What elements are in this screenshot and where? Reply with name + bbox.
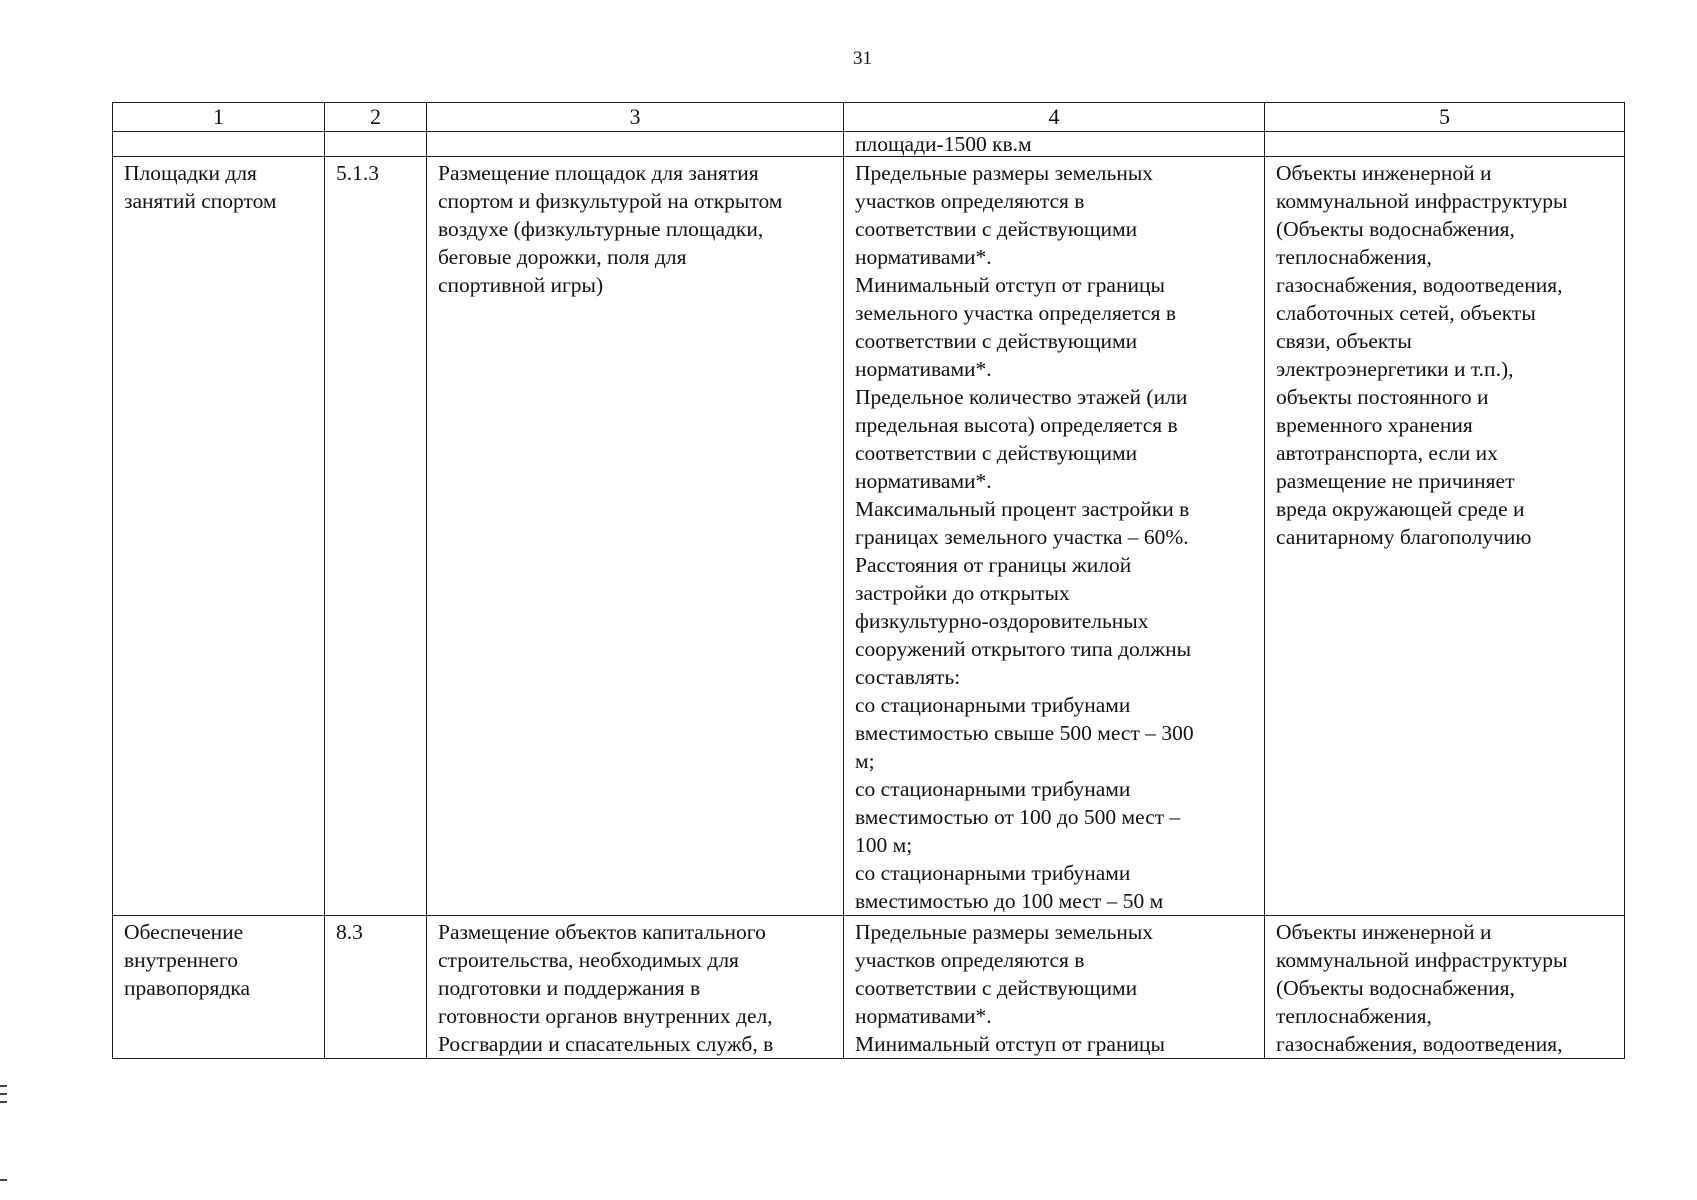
- use-type-parameters: [844, 157, 1265, 916]
- text-line: объекты постоянного и: [1276, 385, 1489, 409]
- header-cell-4: 4: [844, 103, 1265, 132]
- text-line: со стационарными трибунами: [855, 777, 1131, 801]
- table-row: [113, 916, 1625, 1059]
- text-line: занятий спортом: [124, 189, 277, 213]
- binding-mark: [0, 1093, 7, 1095]
- text-line: Объекты инженерной и: [1276, 920, 1492, 944]
- header-cell-2: 2: [325, 103, 427, 132]
- header-cell-3: 3: [427, 103, 844, 132]
- page-number: 31: [853, 48, 872, 69]
- continuation-cell-3: [427, 132, 844, 157]
- text-line: нормативами*.: [855, 469, 992, 493]
- text-line: коммунальной инфраструктуры: [1276, 948, 1568, 972]
- use-type-auxiliary: [1265, 157, 1625, 916]
- text-line: Минимальный отступ от границы: [855, 1032, 1165, 1056]
- text-line: газоснабжения, водоотведения,: [1276, 273, 1563, 297]
- text-line: Объекты инженерной и: [1276, 161, 1492, 185]
- text-line: границах земельного участка – 60%.: [855, 525, 1189, 549]
- text-line: со стационарными трибунами: [855, 861, 1131, 885]
- header-cell-1: 1: [113, 103, 325, 132]
- text-line: 100 м;: [855, 833, 913, 857]
- text-line: размещение не причиняет: [1276, 469, 1515, 493]
- text-line: временного хранения: [1276, 413, 1473, 437]
- text-line: соответствии с действующими: [855, 976, 1138, 1000]
- text-line: застройки до открытых: [855, 581, 1070, 605]
- text-line: вместимостью от 100 до 500 мест –: [855, 805, 1181, 829]
- text-line: нормативами*.: [855, 357, 992, 381]
- text-line: соответствии с действующими: [855, 329, 1138, 353]
- text-line: соответствии с действующими: [855, 217, 1138, 241]
- continuation-cell-4: площади-1500 кв.м: [844, 132, 1265, 157]
- use-type-code: 5.1.3: [325, 157, 427, 916]
- text-line: Площадки для: [124, 161, 257, 185]
- text-line: вреда окружающей среде и: [1276, 497, 1525, 521]
- text-line: земельного участка определяется в: [855, 301, 1176, 325]
- text-line: коммунальной инфраструктуры: [1276, 189, 1568, 213]
- text-line: теплоснабжения,: [1276, 1004, 1432, 1028]
- header-cell-5: 5: [1265, 103, 1625, 132]
- use-type-name: [113, 916, 325, 1059]
- text-line: санитарному благополучию: [1276, 525, 1532, 549]
- text-line: составлять:: [855, 665, 961, 689]
- text-line: Обеспечение: [124, 920, 244, 944]
- text-line: вместимостью до 100 мест – 50 м: [855, 889, 1164, 913]
- continuation-cell-5: [1265, 132, 1625, 157]
- text-line: Расстояния от границы жилой: [855, 553, 1132, 577]
- text-line: слаботочных сетей, объекты: [1276, 301, 1536, 325]
- use-type-description: [427, 916, 844, 1059]
- table-header-row: [113, 103, 1625, 132]
- text-line: участков определяются в: [855, 948, 1085, 972]
- continuation-cell-1: [113, 132, 325, 157]
- text-line: со стационарными трибунами: [855, 693, 1131, 717]
- text-line: физкультурно-оздоровительных: [855, 609, 1149, 633]
- text-line: сооружений открытого типа должны: [855, 637, 1192, 661]
- text-line: воздухе (физкультурные площадки,: [438, 217, 764, 241]
- binding-mark: [0, 1101, 7, 1103]
- continuation-row: [113, 132, 1625, 157]
- text-line: (Объекты водоснабжения,: [1276, 976, 1515, 1000]
- text-line: внутреннего: [124, 948, 238, 972]
- text-line: Минимальный отступ от границы: [855, 273, 1165, 297]
- text-line: подготовки и поддержания в: [438, 976, 701, 1000]
- text-line: соответствии с действующими: [855, 441, 1138, 465]
- text-line: Предельные размеры земельных: [855, 920, 1154, 944]
- text-line: нормативами*.: [855, 1004, 992, 1028]
- continuation-cell-2: [325, 132, 427, 157]
- text-line: Размещение площадок для занятия: [438, 161, 759, 185]
- binding-mark: [0, 1179, 7, 1181]
- use-type-code: 8.3: [325, 916, 427, 1059]
- text-line: электроэнергетики и т.п.),: [1276, 357, 1514, 381]
- text-line: автотранспорта, если их: [1276, 441, 1498, 465]
- text-line: правопорядка: [124, 976, 251, 1000]
- text-line: участков определяются в: [855, 189, 1085, 213]
- text-line: газоснабжения, водоотведения,: [1276, 1032, 1563, 1056]
- text-line: нормативами*.: [855, 245, 992, 269]
- text-line: (Объекты водоснабжения,: [1276, 217, 1515, 241]
- text-line: Максимальный процент застройки в: [855, 497, 1190, 521]
- text-line: строительства, необходимых для: [438, 948, 739, 972]
- text-line: спортивной игры): [438, 273, 604, 297]
- text-line: теплоснабжения,: [1276, 245, 1432, 269]
- binding-mark: [0, 1085, 7, 1087]
- text-line: Предельные размеры земельных: [855, 161, 1154, 185]
- use-type-auxiliary: [1265, 916, 1625, 1059]
- text-line: вместимостью свыше 500 мест – 300: [855, 721, 1194, 745]
- table-row: [113, 157, 1625, 916]
- text-line: Предельное количество этажей (или: [855, 385, 1188, 409]
- text-line: беговые дорожки, поля для: [438, 245, 687, 269]
- text-line: м;: [855, 749, 875, 773]
- text-line: готовности органов внутренних дел,: [438, 1004, 773, 1028]
- text-line: связи, объекты: [1276, 329, 1412, 353]
- land-use-table: [112, 102, 1625, 1059]
- use-type-parameters: [844, 916, 1265, 1059]
- text-line: Размещение объектов капитального: [438, 920, 766, 944]
- use-type-name: [113, 157, 325, 916]
- text-line: Росгвардии и спасательных служб, в: [438, 1032, 774, 1056]
- use-type-description: [427, 157, 844, 916]
- text-line: предельная высота) определяется в: [855, 413, 1178, 437]
- text-line: спортом и физкультурой на открытом: [438, 189, 783, 213]
